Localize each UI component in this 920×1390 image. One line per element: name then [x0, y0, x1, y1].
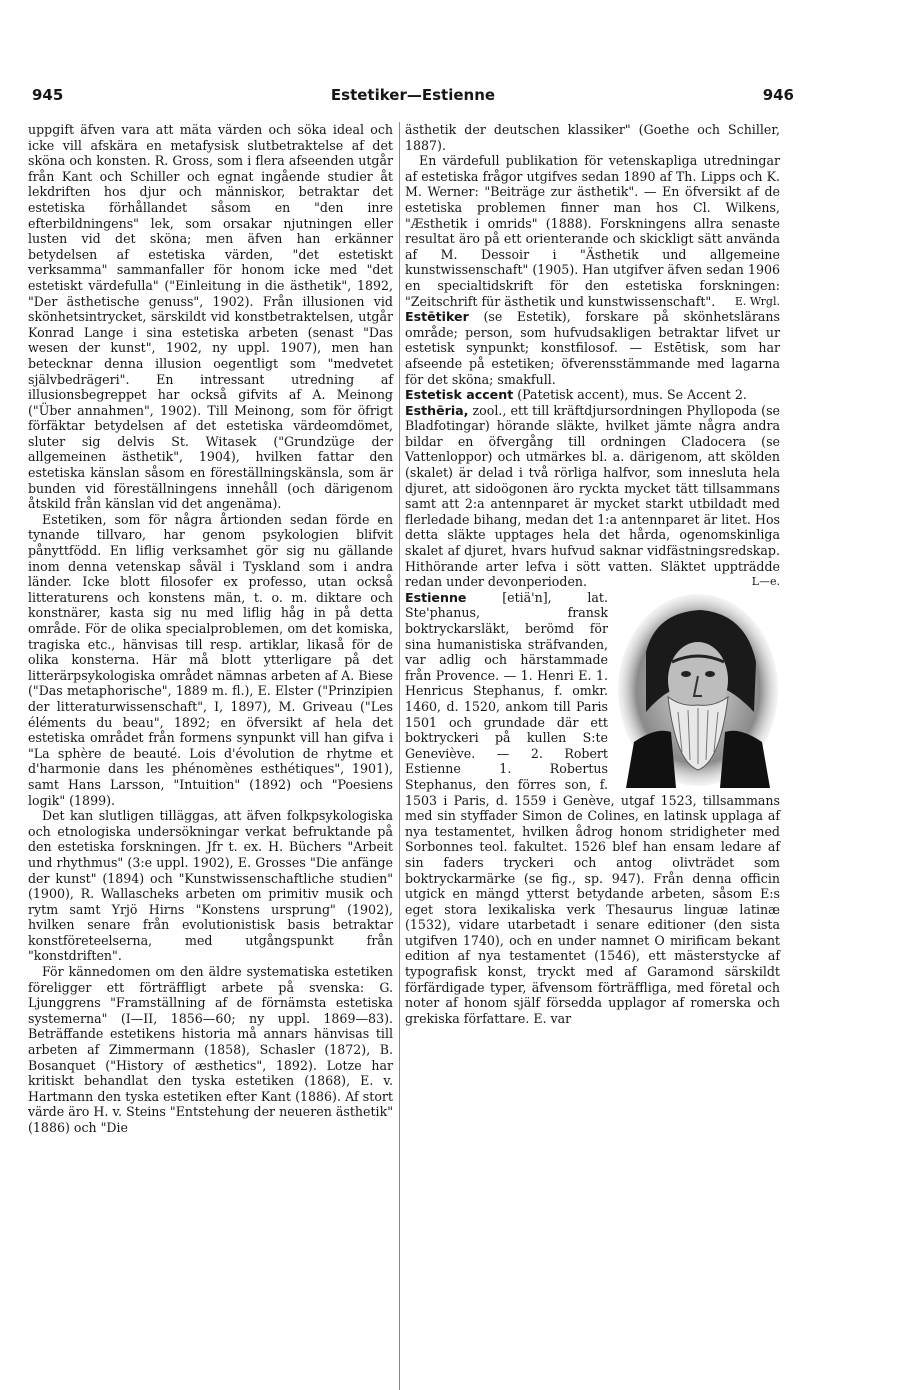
- entry-body: zool., ett till kräftdjursordningen Phyllopoda (se Bladfotingar) hörande släkte, hvilket jämte några andra bildar en öfvergång till ordningen Cladocera (se Vattenloppor) och utmärkes bl. a. därigenom, att skölden (skalet) är delad i två rörliga halfvor, som innesluta hela djuret, att sidoögonen äro ryckta mycket tätt tillsammans samt att 2:a antennparet är mycket starkt utbildadt med flerledade bihang, medan det 1:a antennparet är litet. Hos detta släkte upptages hela det hårda, ogenomskinliga skalet af djuret, hvars hufvud saknar vidfästningsredskap. Hithörande arter lefva i sött vatten. Släktet uppträdde redan under devonperioden.: [405, 402, 780, 590]
- running-title: Estetiker—Estienne: [330, 86, 496, 104]
- entry-estetiker: [405, 309, 780, 387]
- right-paragraph-2-text: En värdefull publikation för vetenskapliga utredningar af estetiska frågor utgifves sedan 1890 af Th. Lipps och K. M. Werner: "Beiträge zur ästhetik". — En öfversikt af de estetiska problemen finner man hos Cl. Wilkens, "Æsthetik i omrids" (1888). Forskningens allra senaste resultat äro på ett orienterande och skickligt sätt använda af M. Dessoir i "Ästhetik und allgemeine kunstwissenschaft" (1905). Han utgifver äfven sedan 1906 en specialtidskrift för den estetiska forskningen: "Zeitschrift für ästhetik und kunstwissenschaft".: [405, 153, 780, 309]
- page-header: [32, 86, 794, 106]
- entry-headword: Estienne: [405, 589, 467, 605]
- author-signature: L—e.: [751, 575, 780, 589]
- right-column-number: 946: [762, 86, 794, 104]
- right-paragraph-1: ästhetik der deutschen klassiker" (Goethe och Schiller, 1887).: [405, 122, 780, 153]
- entry-body: [etiä'n], lat. Ste'phanus, fransk boktryckarsläkt, berömd för sina humanistiska sträfvanden, var adlig och härstammade från Provence. — 1. Henri E. 1. Henricus Stephanus, f. omkr. 1460, d. 1520, ankom till Paris 1501 och grundade där ett boktryckeri på kullen S:te Geneviève. — 2. Robert Estienne 1. Robertus Stephanus, den förres son, f. 1503 i Paris, d. 1559 i Genève, utgaf 1523, tillsammans med sin styffader Simon de Colines, en latinsk upplaga af nya testamentet, hvilken ådrog honom stridigheter med Sorbonnes teol. fakultet. 1526 blef han ensam ledare af sin faders tryckeri och antog olivträdet som boktryckarmärke (se fig., sp. 947). Från denna officin utgick en mängd ytterst betydande arbeten, såsom E:s eget stora lexikaliska verk Thesaurus linguæ latinæ (1532), vidare utarbetadt i senare editioner (den sista utgifven 1740), och en under namnet O mirificam bekant edition af nya testamentet (1546), ett mästerstycke af typografisk konst, tryckt med af Garamond särskildt förfärdigade typer, äfvensom förträffliga, med företal och noter af honom själf försedda upplagor af romerska och grekiska författare. E. var: [405, 589, 780, 1026]
- left-paragraph-3: Det kan slutligen tilläggas, att äfven folkpsykologiska och etnologiska undersökningar verkat befruktande på den estetiska forskningen. Jfr t. ex. H. Büchers "Arbeit und rhythmus" (3:e uppl. 1902), E. Grosses "Die anfänge der kunst" (1894) och "Kunstwissenschaftliche studien" (1900), R. Wallascheks arbeten om primitiv musik och rytm samt Yrjö Hirns "Konstens ursprung" (1902), hvilken senare från evolutionistisk basis betraktar konstföreteelserna, med utgångspunkt från "konstdriften".: [28, 808, 393, 964]
- entry-headword: Estētiker: [405, 309, 469, 325]
- entry-estienne: [405, 590, 780, 1027]
- entry-estetisk-accent: [405, 387, 780, 403]
- portrait-figure: [616, 592, 780, 788]
- left-paragraph-4: För kännedomen om den äldre systematiska estetiken föreligger ett förträffligt arbete på svenska: G. Ljunggrens "Framställning af de förnämsta estetiska systemerna" (I—II, 1856—60; ny uppl. 1869—83). Beträffande estetikens historia må annars hänvisas till arbeten af Zimmermann (1858), Schasler (1872), B. Bosanquet ("History of æsthetics", 1892). Lotze har kritiskt behandlat den tyska estetiken (1868), E. v. Hartmann den tyska estetiken efter Kant (1886). Af stort värde äro H. v. Steins "Entstehung der neueren ästhetik" (1886) och "Die: [28, 964, 393, 1135]
- right-column: [405, 122, 780, 1026]
- left-column: [28, 122, 393, 1136]
- left-paragraph-2: Estetiken, som för några årtionden sedan förde en tynande tillvaro, har genom psykologien blifvit pånyttfödd. En liflig verksamhet gör sig nu gällande inom denna vetenskap såväl i Tyskland som i andra länder. Icke blott filosofer ex professo, utan också litteraturens och konstens män, t. o. m. diktare och konstnärer, kasta sig nu med liflig håg in på detta område. För de olika specialproblemen, om det komiska, tragiska etc., hänvisas till resp. artiklar, likaså för de olika konsterna. Här må blott ytterligare på det litterärpsykologiska området nämnas arbeten af A. Biese ("Das metaphorische", 1889 m. fl.), E. Elster ("Prinzipien der litteraturwissenschaft", I, 1897), M. Griveau ("Les éléments du beau", 1892; en öfversikt af hela det estetiska området från formens synpunkt vill han gifva i "La sphère de beauté. Lois d'évolution de rhytme et d'harmonie dans les phénomènes esthétiques", 1901), samt Hans Larsson, "Intuition" (1892) och "Poesiens logik" (1899).: [28, 511, 393, 808]
- portrait-icon: [616, 592, 780, 788]
- entry-headword: Estetisk accent: [405, 387, 514, 403]
- author-signature: E. Wrgl.: [734, 294, 780, 308]
- entry-body: (Patetisk accent), mus. Se Accent 2.: [517, 387, 747, 403]
- entry-body: (se Estetik), forskare på skönhetslärans område; person, som hufvudsakligen betraktar lifvet ur estetisk synpunkt; konstfilosof. — Estētisk, som har afseende på estetiken; öfverensstämmande med lagarna för det sköna; smakfull.: [405, 309, 780, 387]
- right-paragraph-2: [405, 153, 780, 309]
- left-paragraph-1: uppgift äfven vara att mäta värden och söka ideal och icke vill afskära en metafysisk slutbetraktelse af det sköna och konsten. R. Gross, som i flera afseenden utgår från Kant och Schiller och egnat ingående studier åt lekdriften hos djur och människor, betraktar det estetiska förhållandet såsom en "den inre efterbildningens" lek, som orsakar njutningen eller lusten vid det sköna; men äfven han erkänner betydelsen af estetiska värden, "det estetiskt verksamma" sammanfaller för honom icke med "det estetiskt värdefulla" ("Einleitung in die ästhetik", 1892, "Der ästhetische genuss", 1902). Från illusionen vid skönhetsintrycket, särskildt vid konstbetraktelsen, utgår Konrad Lange i sina estetiska arbeten (senast "Das wesen der kunst", 1902, ny uppl. 1907), men han betecknar denna illusion oegentligt som "medvetet självbedrägeri". En intressant utredning af illusionsbegreppet har också gifvits af A. Meinong ("Über annahmen", 1902). Till Meinong, som för öfrigt förfäktar betydelsen af det estetiska värdeomdömet, sluter sig delvis St. Witasek ("Grundzüge der allgemeinen ästhetik", 1904), hvilken fattar den estetiska känslan såsom en föreställningskänsla, som är bunden vid föreställningens innehåll (och därigenom åtskild från känslan vid det angenäma).: [28, 122, 393, 512]
- column-divider: [399, 122, 400, 1390]
- entry-headword: Esthēria,: [405, 402, 469, 418]
- left-column-number: 945: [32, 86, 64, 104]
- entry-estheria: [405, 403, 780, 590]
